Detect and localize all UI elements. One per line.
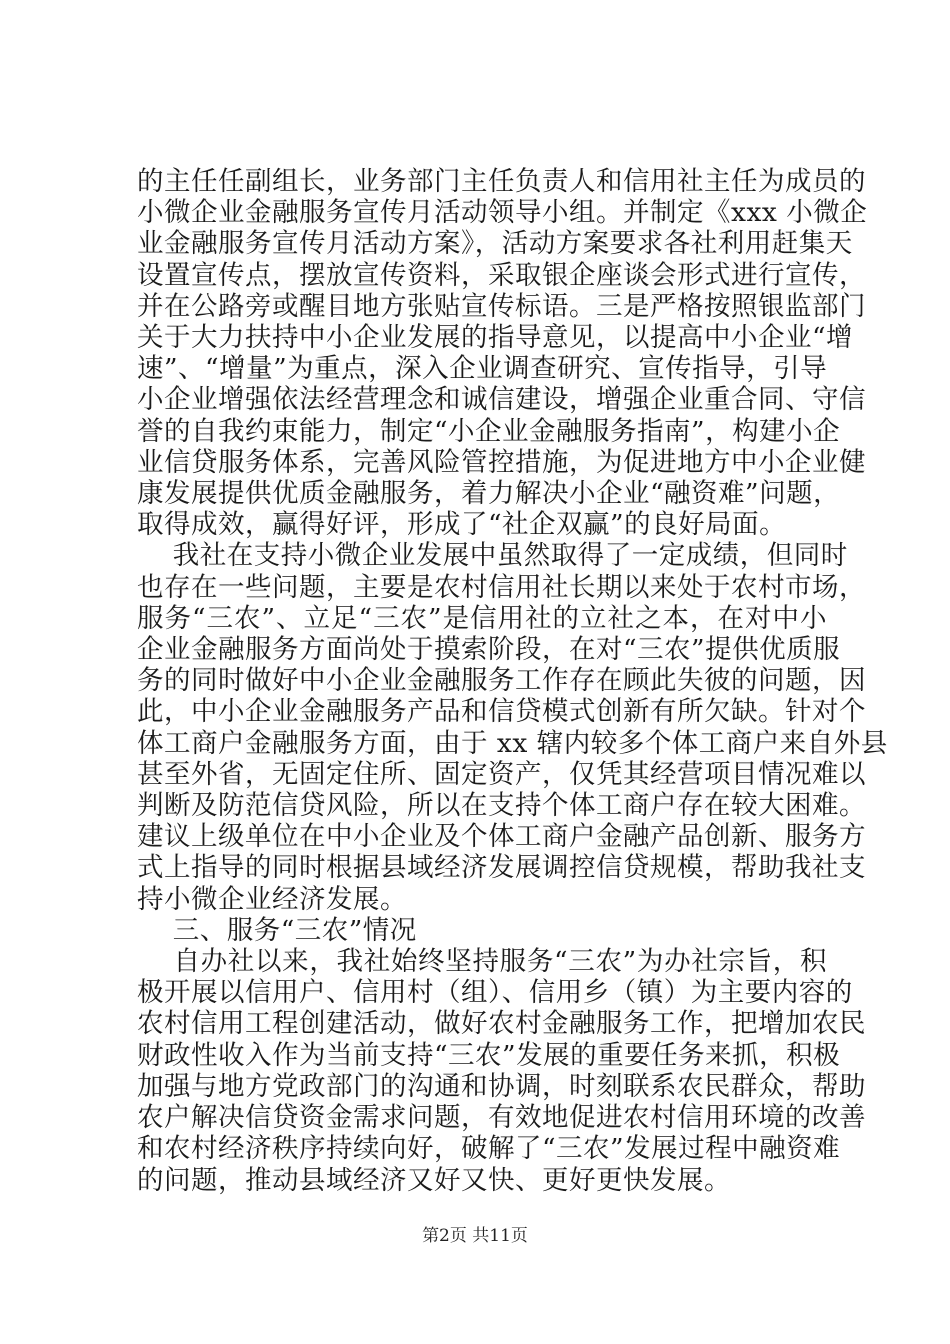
text-line: 并在公路旁或醒目地方张贴宣传标语。三是严格按照银监部门	[137, 290, 866, 322]
text-line: 加强与地方党政部门的沟通和协调，时刻联系农民群众，帮助	[137, 1070, 866, 1102]
text-line: 我社在支持小微企业发展中虽然取得了一定成绩，但同时	[137, 540, 848, 572]
text-line: 农村信用工程创建活动，做好农村金融服务工作，把增加农民	[137, 1008, 866, 1040]
text-line: 建议上级单位在中小企业及个体工商户金融产品创新、服务方	[137, 821, 866, 853]
text-line: 的主任任副组长，业务部门主任负责人和信用社主任为成员的	[137, 166, 866, 197]
text-line: 判断及防范信贷风险，所以在支持个体工商户存在较大困难。	[137, 790, 866, 822]
text-line: 企业金融服务方面尚处于摸索阶段，在对“三农”提供优质服	[137, 634, 841, 666]
text-line: 小微企业金融服务宣传月活动领导小组。并制定《xxx 小微企	[137, 197, 868, 229]
text-line: 和农村经济秩序持续向好，破解了“三农”发展过程中融资难	[137, 1133, 841, 1165]
text-line: 业金融服务宣传月活动方案》，活动方案要求各社利用赶集天	[137, 228, 853, 260]
text-line: 关于大力扶持中小企业发展的指导意见，以提高中小企业“增	[137, 322, 854, 354]
text-line: 设置宣传点，摆放宣传资料，采取银企座谈会形式进行宣传，	[137, 259, 866, 291]
text-line: 的问题，推动县域经济又好又快、更好更快发展。	[137, 1164, 731, 1196]
text-line: 自办社以来，我社始终坚持服务“三农”为办社宗旨，积	[137, 946, 827, 978]
text-line: 服务“三农”、立足“三农”是信用社的立社之本，在对中小	[137, 602, 827, 634]
text-line: 体工商户金融服务方面，由于 xx 辖内较多个体工商户来自外县	[137, 727, 888, 759]
text-line: 业信贷服务体系，完善风险管控措施，为促进地方中小企业健	[137, 446, 866, 478]
text-line: 康发展提供优质金融服务，着力解决小企业“融资难”问题，	[137, 478, 841, 510]
text-line: 极开展以信用户、信用村（组）、信用乡（镇）为主要内容的	[137, 977, 853, 1009]
text-line: 速”、“增量”为重点，深入企业调查研究、宣传指导，引导	[137, 353, 828, 385]
text-line: 农户解决信贷资金需求问题，有效地促进农村信用环境的改善	[137, 1102, 866, 1134]
text-line: 小企业增强依法经营理念和诚信建设，增强企业重合同、守信	[137, 384, 866, 416]
text-line: 财政性收入作为当前支持“三农”发展的重要任务来抓，积极	[137, 1039, 841, 1071]
text-line: 持小微企业经济发展。	[137, 883, 407, 915]
text-line: 此，中小企业金融服务产品和信贷模式创新有所欠缺。针对个	[137, 696, 866, 728]
text-line: 甚至外省，无固定住所、固定资产，仅凭其经营项目情况难以	[137, 758, 866, 790]
page-footer: 第2页 共11页	[422, 1226, 528, 1246]
text-line: 务的同时做好中小企业金融服务工作存在顾此失彼的问题，因	[137, 665, 866, 697]
body-text	[137, 166, 888, 1196]
text-line: 也存在一些问题，主要是农村信用社长期以来处于农村市场，	[137, 571, 866, 603]
text-line: 取得成效，赢得好评，形成了“社企双赢”的良好局面。	[137, 509, 787, 541]
text-line: 式上指导的同时根据县域经济发展调控信贷规模，帮助我社支	[137, 852, 866, 884]
text-line: 誉的自我约束能力，制定“小企业金融服务指南”，构建小企	[137, 415, 841, 447]
text-line: 三、服务“三农”情况	[137, 914, 417, 946]
